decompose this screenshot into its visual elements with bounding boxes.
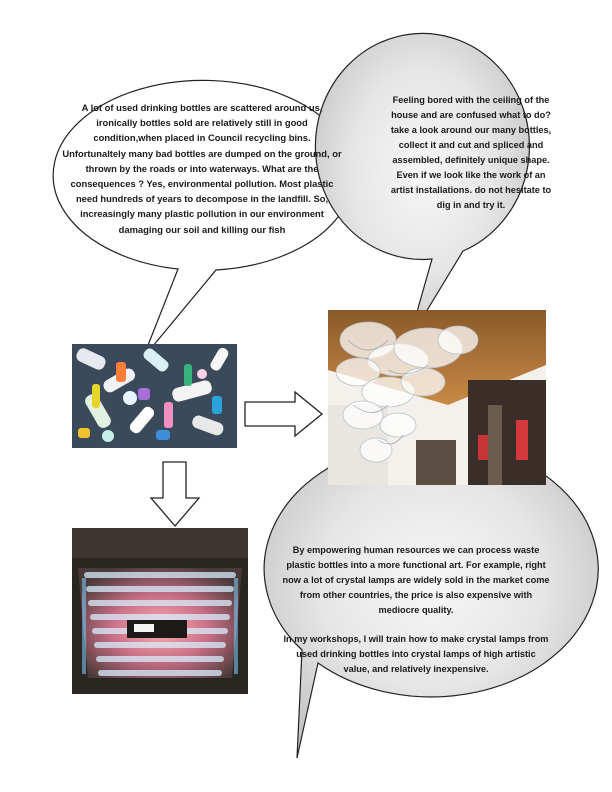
bubble-top-right-text: Feeling bored with the ceiling of the house and are confused what to do? take a look around our many bottles, collect it and cut and spliced and assembled, definitely unique shape. Even if we look like the work of an artist installations. do not hesitate to dig in and try it.	[390, 95, 552, 210]
bottles-pile-photo	[72, 344, 237, 448]
bubble-bottom-right-paragraph-2: In my workshops, I will train how to make crystal lamps from used drinking bottles into crystal lamps of high artistic value, and relatively inexpensive.	[283, 634, 549, 674]
bubble-bottom-right-text	[282, 543, 550, 677]
bubble-top-left-text: A lot of used drinking bottles are scattered around us, ironically bottles sold are relatively still in good condition,when placed in Council recycling bins. Unfortunaltely many bad bottles are dumped on the ground, or thrown by the roads or into waterways. What are the consequences ? Yes, environmental pollution. Most plastic need hundreds of years to decompose in the landfill. So, increasingly many plastic pollution in our environment damaging our soil and killing our fish	[62, 102, 342, 235]
bubble-bottom-right-paragraph-1: By empowering human resources we can process waste plastic bottles into a more functional art. For example, right now a lot of crystal lamps are widely sold in the market come from other countries, the price is also expensive with mediocre quality.	[282, 545, 550, 615]
crystal-lamp-photo	[72, 528, 248, 694]
arrow-right-icon	[245, 392, 322, 436]
bottle-installation-photo	[328, 310, 546, 485]
arrow-down-icon	[151, 462, 199, 526]
